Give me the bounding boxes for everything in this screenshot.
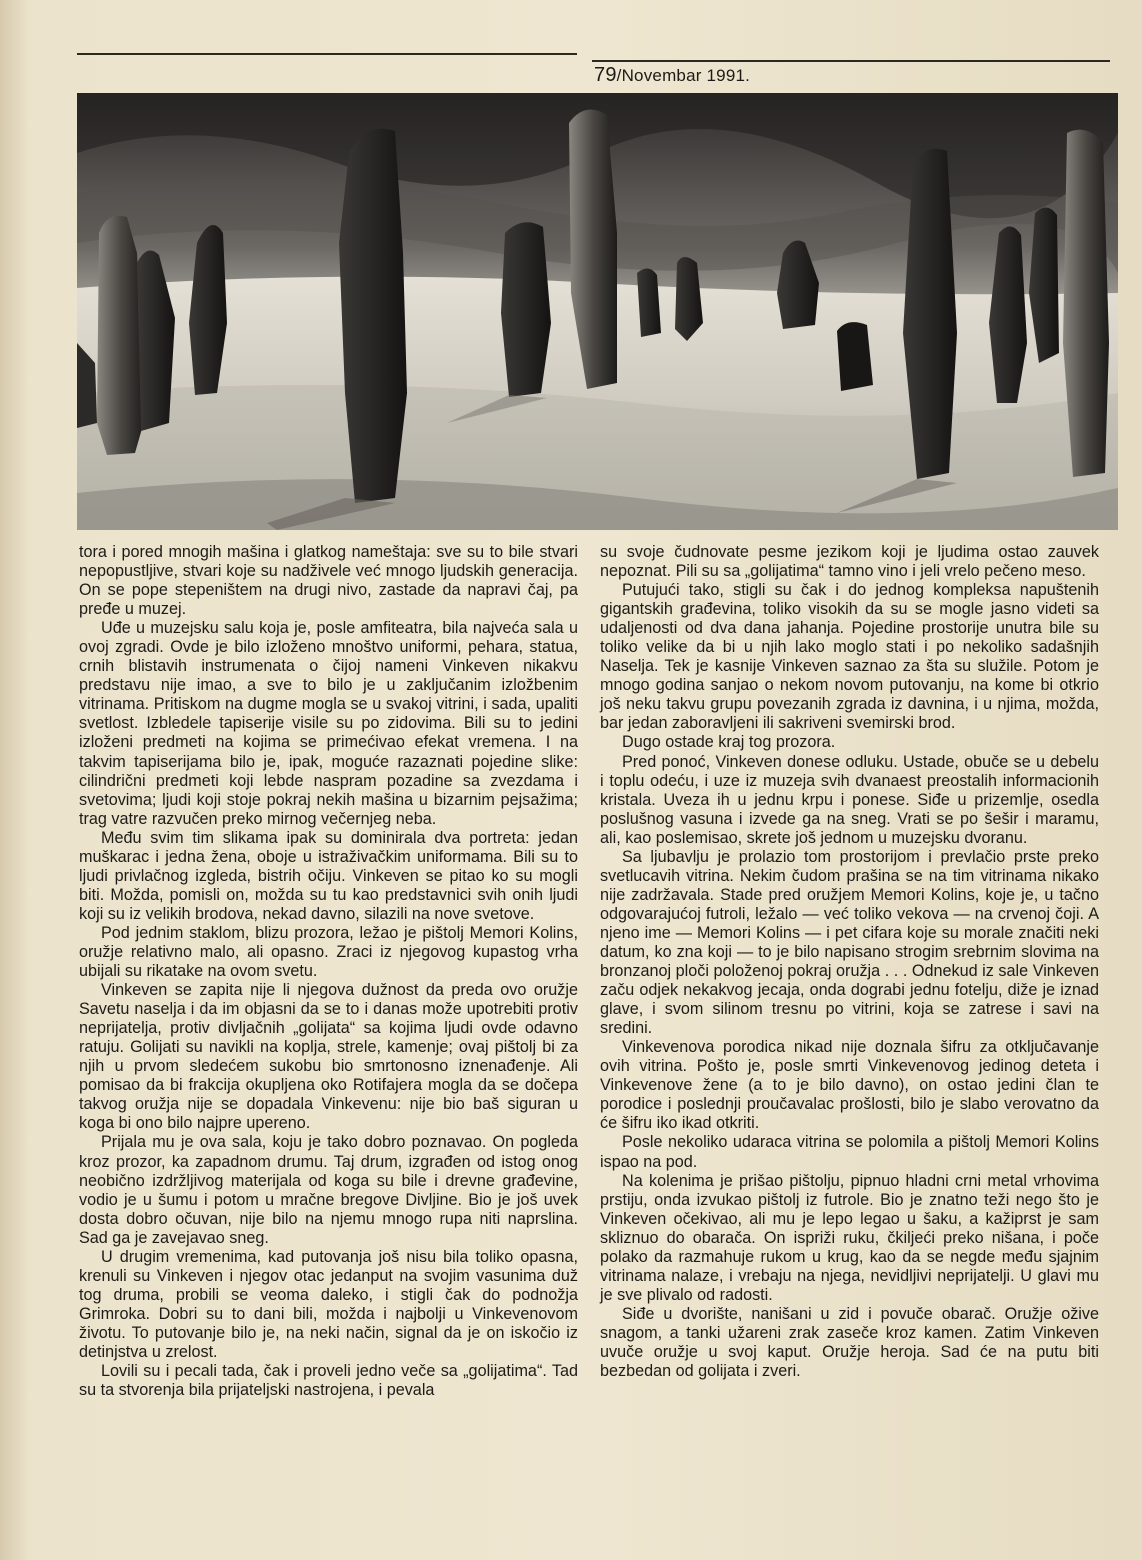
paragraph: Putujući tako, stigli su čak i do jednog kompleksa napuštenih gigantskih građevina, toliko visokih da su se mogle jasno videti sa udaljenosti od dva dana jahanja. Pojedine prostorije unutra bile su toliko velike da bi u njih lako moglo stati i po nekoliko sadašnjih Naselja. Tek je kasnije Vinkeven saznao za šta su služile. Potom je mnogo godina sanjao o nekom novom putovanju, na kome bi otkrio još neku takvu grupu povezanih zgrada iz davnina, i u njima, možda, bar jedan zaboravljeni ili sakriveni svemirski brod. [600,581,1099,733]
paragraph: Među svim tim slikama ipak su dominirala dva portreta: jedan muškarac i jedna žena, oboje u istraživačkim uniformama. Bili su to ljudi privlačnog izgleda, bistrih očiju. Vinkeven se pitao ko su mogli biti. Možda, pomisli on, možda su tu kao predstavnici svih onih ljudi koji su iz velikih brodova, nekad davno, silazili na nove svetove. [79,828,578,923]
issue-number: 79 [594,64,617,86]
paragraph: Prijala mu je ova sala, koju je tako dobro poznavao. On pogleda kroz prozor, ka zapadnom drumu. Taj drum, izgrađen od istog onog neobično izdržljivog materijala od koga su bile i drevne građevine, vodio je u šumu i potom u mračne bregove Divljine. Bio je još uvek dosta dobro očuvan, nije bilo na njemu mnogo rupa niti naprslina. Sad ga je zavejavao sneg. [79,1133,578,1247]
paragraph: Lovili su i pecali tada, čak i proveli jedno veče sa „golijatima“. Tad su ta stvorenja bila prijateljski nastrojena, i pevala [79,1362,578,1400]
left-text-column [79,543,578,1400]
paragraph: tora i pored mnogih mašina i glatkog nameštaja: sve su to bile stvari nepopustljive, stvari koje su nadživele već mnogo ljudskih generacija. On se pope stepeništem na drugi nivo, zastade da napravi čaj, pa pređe u muzej. [79,543,578,619]
paragraph: U drugim vremenima, kad putovanja još nisu bila toliko opasna, krenuli su Vinkeven i njegov otac jedanput na svojim vasunima duž tog druma, probili se veoma daleko, i stigli čak do podnožja Grimroka. Dobri su to dani bili, možda i najbolji u Vinkevenovom životu. To putovanje bilo je, na neki način, signal da je on iskočio iz detinjstva u zrelost. [79,1247,578,1361]
paragraph: Siđe u dvorište, nanišani u zid i povuče obarač. Oružje ožive snagom, a tanki užareni zrak zaseče kroz kamen. Zatim Vinkeven uvuče oružje u svoj kaput. Oružje heroja. Sad će na putu biti bezbedan od golijata i zveri. [600,1304,1099,1381]
issue-date: /Novembar 1991. [616,66,751,85]
paragraph: Pred ponoć, Vinkeven donese odluku. Ustade, obuče se u debelu i toplu odeću, i uze iz muzeja svih dvanaest preostalih informacionih kristala. Uveza ih u jednu krpu i ponese. Siđe u prizemlje, osedla poslušnog vasuna i izvede ga na sneg. Vrati se po šešir i maramu, ali, kao poslemisao, skrete još jednom u muzejsku dvoranu. [600,752,1099,847]
paragraph: Posle nekoliko udaraca vitrina se polomila a pištolj Memori Kolins ispao na pod. [600,1133,1099,1171]
paragraph: Vinkeven se zapita nije li njegova dužnost da preda ovo oružje Savetu naselja i da im objasni da se to i danas može upotrebiti protiv neprijatelja, protiv divljačnih „golijata“ sa kojima ljudi ovde odavno ratuju. Golijati su navikli na koplja, strele, kamenje; ovaj pištolj bi za njih u prvom sledećem sukobu bio smrtonosno iznenađenje. Ali pomisao da bi frakcija okupljena oko Rotifajera mogla da se dočepa takvog oružja nije se dopadala Vinkevenu: nije bio baš siguran u koga bi ono bilo najpre upereno. [79,981,578,1133]
header-rule-left [77,53,577,55]
standing-stones-photo [77,93,1118,530]
paragraph: Sa ljubavlju je prolazio tom prostorijom i prevlačio prste preko svetlucavih vitrina. Nekim čudom prašina se na tim vitrinama nikako nije zadržavala. Stade pred oružjem Memori Kolins, koje je, u tačno odgovarajućoj futroli, ležalo — već toliko vekova — na crvenoj čoji. A njeno ime — Memori Kolins — i pet cifara koje su morale značiti neki datum, ko zna koji — to je bilo napisano strogim srebrnim slovima na bronzanoj ploči položenoj pokraj oružja . . . Odnekud iz sale Vinkeven začu odjek nekakvog jecaja, onda dograbi jednu fotelju, diže je iznad glave, i svom silinom tresnu po vitrini, koja se zatrese i savi na sredini. [600,847,1099,1038]
paragraph: Uđe u muzejsku salu koja je, posle amfiteatra, bila najveća sala u ovoj zgradi. Ovde je bilo izloženo mnoštvo uniformi, pehara, statua, crnih blistavih instrumenata o čijoj nameni Vinkeven nikakvu predstavu nije imao, a sve to bilo je u zaključanim izložbenim vitrinama. Pritiskom na dugme mogla se u svakoj vitrini, i sada, upaliti svetlost. Izbledele tapiserije visile su po zidovima. Bili su to jedini izloženi predmeti na kojima se primećivao efekat vremena. I na takvim tapiserijama bilo je, ipak, moguće razaznati pojedine slike: cilindrični predmeti koji lebde naspram pozadine sa zvezdama i svetovima; ljudi koji stoje pokraj nekih mašina u bizarnim pejsažima; trag vatre razvučen preko mirnog večernjeg neba. [79,619,578,828]
paragraph: Vinkevenova porodica nikad nije doznala šifru za otključavanje ovih vitrina. Pošto je, posle smrti Vinkevenovog jedinog deteta i Vinkevenove žene (a to je bilo davno), on ostao jedini član te porodice i poslednji proučavalac prošlosti, bilo je slabo verovatno da će šifru iko ikad otkriti. [600,1038,1099,1133]
paragraph: Na kolenima je prišao pištolju, pipnuo hladni crni metal vrhovima prstiju, onda izvukao pištolj iz futrole. Bio je znatno teži nego što je Vinkeven očekivao, ali mu je lepo legao u šaku, a kažiprst je sam skliznuo do obarača. On ispriži ruku, čkiljeći preko nišana, i poče polako da razmahuje rukom u krug, kao da se negde među sjajnim vitrinama nalaze, i vrebaju na njega, nevidljivi neprijatelji. U glavi mu je sve plivalo od radosti. [600,1171,1099,1304]
right-text-column [600,543,1099,1381]
paragraph: Dugo ostade kraj tog prozora. [622,733,836,752]
header-rule-right [592,60,1110,62]
page-header [594,64,750,87]
paragraph: Pod jednim staklom, blizu prozora, ležao je pištolj Memori Kolins, oružje relativno malo, ali opasno. Zraci iz njegovog kupastog vrha ubijali su rikatake na ovom svetu. [79,923,578,981]
paragraph: su svoje čudnovate pesme jezikom koji je ljudima ostao zauvek nepoznat. Pili su sa „golijatima“ tamno vino i jeli vrelo pečeno meso. [600,543,1099,581]
